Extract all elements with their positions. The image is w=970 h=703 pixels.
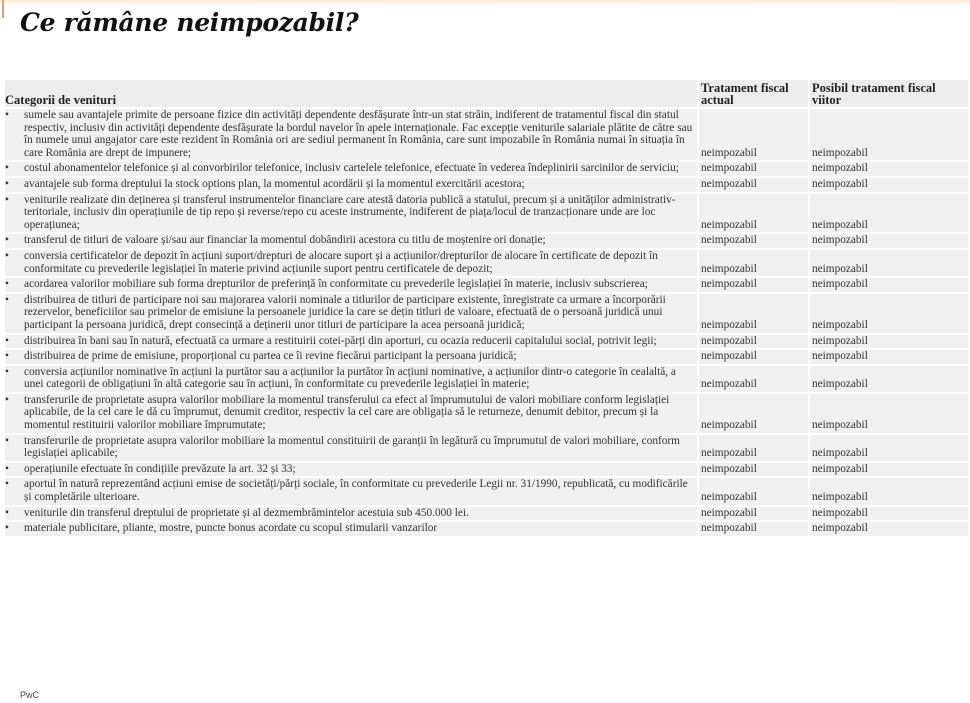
bullet-icon: • xyxy=(5,234,9,247)
future-treatment-cell: neimpozabil xyxy=(809,393,968,434)
future-treatment-cell: neimpozabil xyxy=(809,277,968,293)
table-row xyxy=(5,462,968,478)
category-text: sumele sau avantajele primite de persoane fizice din activități dependente desfășurate într-un stat străin, indiferent de tratamentul fiscal din statul respectiv, inclusiv din activități dependente desfășurate la bordul navelor în apele internaționale. Fac excepție veniturile salariale plătite de către sau în numele unui angajator care este rezident în România ori are sediul permanent în România, care sunt impozabile în România numai în situația în care România are drept de impunere; xyxy=(24,109,693,159)
bullet-icon: • xyxy=(5,193,9,206)
category-text: transferurile de proprietate asupra valorilor mobiliare la momentul constituirii de garanții în legătură cu împrumutul de valori mobiliare, conform legislației aplicabile; xyxy=(24,434,680,460)
table-row xyxy=(5,277,968,293)
category-text: conversia acțiunilor nominative în acțiuni la purtător sau a acțiunilor la purtător în acțiuni nominative, a acțiunilor dintr-o categorie în cealaltă, a unei categorii de obligațiuni în altă categorie sau în acțiuni, în conformitate cu prevederile legislației în materie; xyxy=(24,365,676,391)
table-row xyxy=(5,506,968,522)
table-row xyxy=(5,477,968,505)
bullet-icon: • xyxy=(5,434,9,447)
bullet-icon: • xyxy=(5,162,9,175)
category-cell xyxy=(5,193,698,234)
future-treatment-cell: neimpozabil xyxy=(809,506,968,522)
future-treatment-cell: neimpozabil xyxy=(809,521,968,537)
future-treatment-cell: neimpozabil xyxy=(809,334,968,350)
category-cell xyxy=(5,177,698,193)
list-item xyxy=(5,194,697,232)
category-text: materiale publicitare, pliante, mostre, puncte bonus acordate cu scopul stimularii vanzarilor xyxy=(24,522,438,535)
category-text: operațiunile efectuate în condițiile prevăzute la art. 32 și 33; xyxy=(24,462,296,475)
list-item xyxy=(5,350,697,363)
future-treatment-cell: neimpozabil xyxy=(809,434,968,462)
bullet-icon: • xyxy=(5,109,9,121)
list-item xyxy=(5,162,697,175)
list-item xyxy=(5,335,697,348)
current-treatment-cell: neimpozabil xyxy=(698,365,809,393)
category-cell xyxy=(5,349,698,365)
list-item xyxy=(5,522,697,535)
list-item xyxy=(5,294,697,332)
bullet-icon: • xyxy=(5,177,9,190)
table-row xyxy=(5,233,968,249)
category-text: transferul de titluri de valoare și/sau aur financiar la momentul dobândirii acestora cu titlu de moștenire ori donație; xyxy=(24,234,546,247)
table-row xyxy=(5,177,968,193)
future-treatment-cell: neimpozabil xyxy=(809,233,968,249)
current-treatment-cell: neimpozabil xyxy=(698,233,809,249)
category-text: transferurile de proprietate asupra valorilor mobiliare la momentul transferului ca efect al împrumutului de valori mobiliare conform legislației aplicabile, de la cel care le dă cu împrumut, denumit creditor, respectiv la cel care are obligația să le returneze, denumit debitor, precum și la momentul restituirii valorilor mobiliare împrumutate; xyxy=(24,393,670,432)
bullet-icon: • xyxy=(5,278,9,291)
future-treatment-cell: neimpozabil xyxy=(809,477,968,505)
table-row xyxy=(5,393,968,434)
future-treatment-cell: neimpozabil xyxy=(809,108,968,161)
category-cell xyxy=(5,108,698,161)
table-row xyxy=(5,193,968,234)
bullet-icon: • xyxy=(5,334,9,347)
top-accent-band xyxy=(0,0,970,6)
category-cell xyxy=(5,233,698,249)
bullet-icon: • xyxy=(5,293,9,306)
category-text: avantajele sub forma dreptului la stock options plan, la momentul acordării și la momentul exercitării acestora; xyxy=(24,177,525,190)
income-categories-table xyxy=(5,80,968,538)
list-item xyxy=(5,435,697,460)
list-item xyxy=(5,278,697,291)
category-cell xyxy=(5,506,698,522)
category-cell xyxy=(5,365,698,393)
category-text: costul abonamentelor telefonice și al convorbirilor telefonice, inclusiv cartelele telefonice, efectuate în vederea îndeplinirii sarcinilor de serviciu; xyxy=(24,162,679,175)
list-item xyxy=(5,394,697,432)
current-treatment-cell: neimpozabil xyxy=(698,506,809,522)
future-treatment-cell: neimpozabil xyxy=(809,193,968,234)
bullet-icon: • xyxy=(5,393,9,406)
current-treatment-cell: neimpozabil xyxy=(698,293,809,334)
slide-title: Ce rămâne neimpozabil? xyxy=(20,8,359,37)
table-row xyxy=(5,365,968,393)
list-item xyxy=(5,366,697,391)
current-treatment-cell: neimpozabil xyxy=(698,462,809,478)
current-treatment-cell: neimpozabil xyxy=(698,161,809,177)
table-header-row xyxy=(5,80,968,108)
category-text: veniturile din transferul dreptului de proprietate și al dezmembrămintelor acestuia sub 450.000 lei. xyxy=(24,506,469,519)
column-header-current-treatment: Tratament fiscal actual xyxy=(698,80,809,108)
list-item xyxy=(5,178,697,191)
bullet-icon: • xyxy=(5,478,9,491)
category-cell xyxy=(5,462,698,478)
list-item xyxy=(5,463,697,476)
current-treatment-cell: neimpozabil xyxy=(698,277,809,293)
bullet-icon: • xyxy=(5,462,9,475)
list-item xyxy=(5,109,697,159)
list-item xyxy=(5,478,697,503)
current-treatment-cell: neimpozabil xyxy=(698,249,809,277)
category-text: veniturile realizate din deținerea și transferul instrumentelor financiare care atestă datoria publică a statului, precum și a unităților administrativ-teritoriale, inclusiv din operațiunile de tip repo și reverse/repo cu aceste instrumente, indiferent de piața/locul de tranzacționare unde are loc operațiunea; xyxy=(24,193,676,231)
future-treatment-cell: neimpozabil xyxy=(809,365,968,393)
category-text: distribuirea de titluri de participare noi sau majorarea valorii nominale a titlurilor de participare existente, înregistrate ca urmare a încorporării rezervelor, beneficiilor sau primelor de emisiune la persoanele juridice la care se dețin titluri de valoare, efectuată de o persoană juridică unui participant la persoana juridică, drept consecință a deținerii unor titluri de participare la acea persoană juridică; xyxy=(24,293,666,331)
table-row xyxy=(5,108,968,161)
category-cell xyxy=(5,393,698,434)
category-text: conversia certificatelor de depozit în acțiuni suport/drepturi de alocare suport și a acțiunilor/drepturilor de alocare în certificate de depozit în conformitate cu prevederile legislației în materie privind acțiunile suport pentru certificatele de depozit; xyxy=(24,249,658,275)
table-row xyxy=(5,249,968,277)
future-treatment-cell: neimpozabil xyxy=(809,293,968,334)
future-treatment-cell: neimpozabil xyxy=(809,177,968,193)
table-row xyxy=(5,293,968,334)
current-treatment-cell: neimpozabil xyxy=(698,393,809,434)
category-cell xyxy=(5,434,698,462)
category-cell xyxy=(5,249,698,277)
bullet-icon: • xyxy=(5,365,9,378)
current-treatment-cell: neimpozabil xyxy=(698,177,809,193)
future-treatment-cell: neimpozabil xyxy=(809,462,968,478)
category-cell xyxy=(5,477,698,505)
list-item xyxy=(5,507,697,520)
current-treatment-cell: neimpozabil xyxy=(698,108,809,161)
bullet-icon: • xyxy=(5,249,9,262)
table-row xyxy=(5,521,968,537)
category-cell xyxy=(5,293,698,334)
table-row xyxy=(5,434,968,462)
footer-brand: PwC xyxy=(20,690,40,700)
column-header-category: Categorii de venituri xyxy=(5,80,698,108)
table-row xyxy=(5,161,968,177)
category-text: aportul în natură reprezentând acțiuni emise de societăți/părți sociale, în conformitate cu prevederile Legii nr. 31/1990, republicată, cu modificările și completările ulterioare. xyxy=(24,478,688,504)
bullet-icon: • xyxy=(5,522,9,535)
current-treatment-cell: neimpozabil xyxy=(698,193,809,234)
column-header-future-treatment: Posibil tratament fiscal viitor xyxy=(809,80,968,108)
category-cell xyxy=(5,334,698,350)
category-cell xyxy=(5,161,698,177)
category-text: distribuirea de prime de emisiune, proporțional cu partea ce îi revine fiecărui participant la persoana juridică; xyxy=(24,350,517,363)
current-treatment-cell: neimpozabil xyxy=(698,349,809,365)
current-treatment-cell: neimpozabil xyxy=(698,521,809,537)
category-cell xyxy=(5,521,698,537)
category-cell xyxy=(5,277,698,293)
current-treatment-cell: neimpozabil xyxy=(698,334,809,350)
list-item xyxy=(5,234,697,247)
future-treatment-cell: neimpozabil xyxy=(809,249,968,277)
category-text: distribuirea în bani sau în natură, efectuată ca urmare a restituirii cotei-părți din aporturi, cu ocazia reducerii capitalului social, potrivit legii; xyxy=(24,334,657,347)
list-item xyxy=(5,250,697,275)
future-treatment-cell: neimpozabil xyxy=(809,349,968,365)
corner-accent-mark xyxy=(2,0,4,18)
bullet-icon: • xyxy=(5,506,9,519)
category-text: acordarea valorilor mobiliare sub forma drepturilor de preferință în conformitate cu prevederile legislației în materie, inclusiv subscrierea; xyxy=(24,278,648,291)
current-treatment-cell: neimpozabil xyxy=(698,434,809,462)
table-row xyxy=(5,334,968,350)
table-row xyxy=(5,349,968,365)
current-treatment-cell: neimpozabil xyxy=(698,477,809,505)
bullet-icon: • xyxy=(5,350,9,363)
future-treatment-cell: neimpozabil xyxy=(809,161,968,177)
